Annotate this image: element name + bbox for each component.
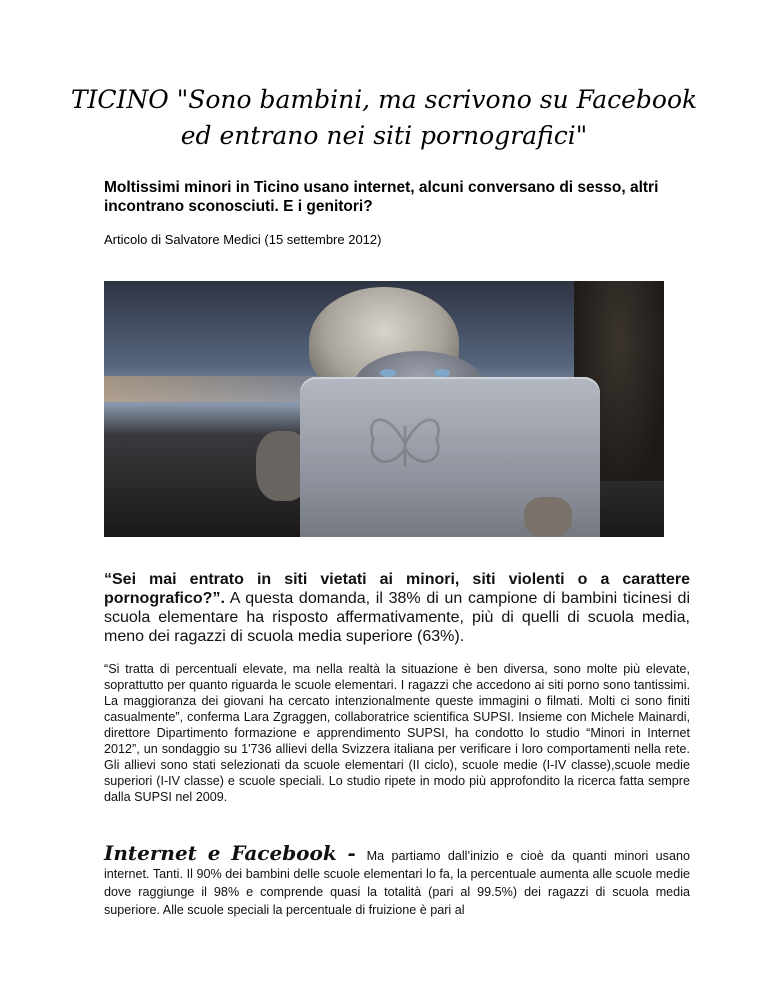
article-photo (104, 281, 664, 537)
lead-question: “Sei mai entrato in siti vietati ai minori, siti violenti o a carattere pornografico?”. (104, 571, 690, 607)
body-paragraph: “Si tratta di percentuali elevate, ma nella realtà la situazione è ben diversa, sono molte più elevate, soprattutto per quanto riguarda le scuole elementari. I ragazzi che accedono ai siti porno sono tantissimi. La maggioranza dei giovani ha cercato intenzionalmente queste immagini o filmati. Molti ci sono finiti casualmente”, conferma Lara Zgraggen, collaboratrice scientifica SUPSI. Insieme con Michele Mainardi, direttore Dipartimento formazione e apprendimento SUPSI, ha condotto lo studio “Minori in Internet 2012”, un sondaggio su 1'736 allievi della Svizzera italiana per verificare i loro comportamenti nella rete. Gli allievi sono stati selezionati da scuole elementari (II ciclo), scuole medie (I-IV classe),scuole medie superiori (I-IV classe) e scuole speciali. Lo studio ripete in modo più approfondito la ricerca fatta sempre dalla SUPSI nel 2009. (104, 662, 690, 804)
photo-child-eye (380, 369, 396, 377)
section-heading: Internet e Facebook - (104, 841, 367, 865)
photo-child-hand (524, 497, 572, 537)
body-paragraph (104, 841, 690, 919)
lead-text: A questa domanda, il 38% di un campione di bambini ticinesi di scuola elementare ha risposto affermativamente, più di quelli di scuola media, meno dei ragazzi di scuola media superiore (63%). (104, 590, 690, 645)
photo-child-eye (434, 369, 450, 377)
butterfly-icon (360, 399, 450, 489)
section-text: Ma partiamo dall’inizio e cioè da quanti minori usano internet. Tanti. Il 90% dei bambini delle scuole elementari lo fa, la percentuale aumenta alle scuole medie dove raggiunge il 98% e comprende quasi la totalità (pari al 99.5%) dei ragazzi di scuola media superiore. Alle scuole speciali la percentuale di fruizione è pari al (104, 849, 690, 917)
article-title: TICINO "Sono bambini, ma scrivono su Facebook ed entrano nei siti pornografici" (70, 85, 698, 150)
lead-paragraph (104, 570, 690, 646)
article-byline: Articolo di Salvatore Medici (15 settembre 2012) (104, 232, 382, 247)
article-subtitle: Moltissimi minori in Ticino usano internet, alcuni conversano di sesso, altri incontrano sconosciuti. E i genitori? (104, 179, 659, 215)
